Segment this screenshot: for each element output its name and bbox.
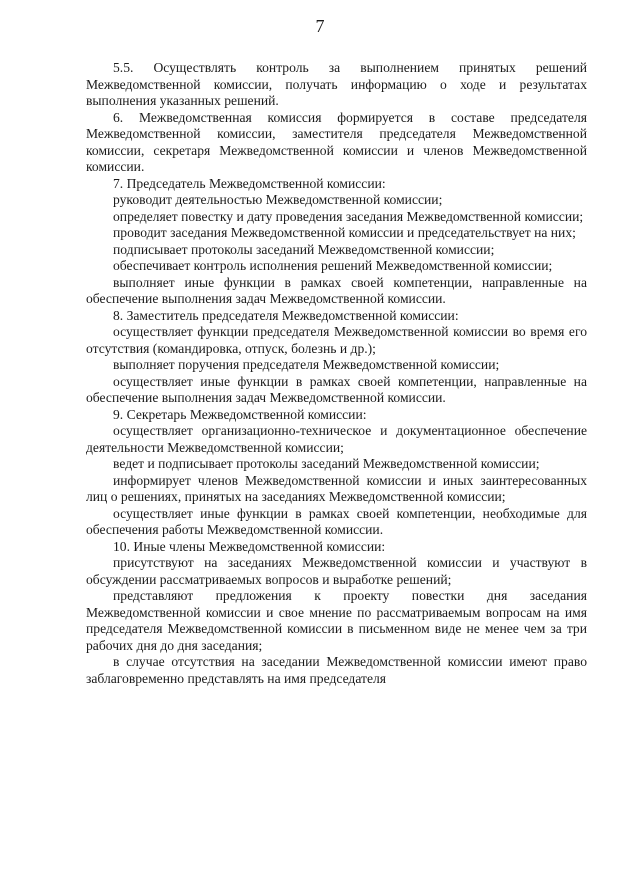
paragraph: 7. Председатель Межведомственной комиссии: bbox=[113, 175, 386, 191]
paragraph: 9. Секретарь Межведомственной комиссии: bbox=[113, 406, 367, 422]
paragraph: присутствуют на заседаниях Межведомственной комиссии и участвуют в обсуждении рассматриваемых вопросов и выработке решений; bbox=[86, 555, 587, 587]
paragraph: 8. Заместитель председателя Межведомственной комиссии: bbox=[113, 307, 459, 323]
paragraph: ведет и подписывает протоколы заседаний Межведомственной комиссии; bbox=[113, 456, 540, 471]
paragraph: подписывает протоколы заседаний Межведомственной комиссии; bbox=[113, 241, 495, 257]
paragraph: обеспечивает контроль исполнения решений Межведомственной комиссии; bbox=[113, 258, 553, 273]
paragraph: 6. Межведомственная комиссия формируется в составе председателя Межведомственной комиссии, заместителя председателя Межведомственной комиссии, секретаря Межведомственной комиссии и членов Межведомственной комиссии. bbox=[86, 109, 587, 174]
paragraph: представляют предложения к проекту повестки дня заседания Межведомственной комиссии и свое мнение по рассматриваемым вопросам на имя председателя Межведомственной комиссии в письменном виде не менее чем за три рабочих дня до дня заседания; bbox=[86, 588, 587, 653]
paragraph: 5.5. Осуществлять контроль за выполнением принятых решений Межведомственной комиссии, получать информацию о ходе и результатах выполнения указанных решений. bbox=[86, 60, 587, 108]
paragraph: осуществляет функции председателя Межведомственной комиссии во время его отсутствия (командировка, отпуск, болезнь и др.); bbox=[86, 324, 587, 356]
document-body bbox=[86, 60, 587, 687]
paragraph: осуществляет иные функции в рамках своей компетенции, направленные на обеспечение выполнения задач Межведомственной комиссии. bbox=[86, 373, 587, 405]
page-number: 7 bbox=[315, 16, 325, 36]
paragraph: информирует членов Межведомственной комиссии и иных заинтересованных лиц о решениях, принятых на заседаниях Межведомственной комиссии; bbox=[86, 472, 587, 504]
paragraph: в случае отсутствия на заседании Межведомственной комиссии имеют право заблаговременно представлять на имя председателя bbox=[86, 654, 587, 686]
paragraph: 10. Иные члены Межведомственной комиссии: bbox=[113, 538, 386, 554]
paragraph: выполняет поручения председателя Межведомственной комиссии; bbox=[113, 357, 500, 372]
paragraph: выполняет иные функции в рамках своей компетенции, направленные на обеспечение выполнения задач Межведомственной комиссии. bbox=[86, 274, 587, 306]
paragraph: определяет повестку и дату проведения заседания Межведомственной комиссии; bbox=[113, 208, 584, 224]
paragraph: проводит заседания Межведомственной комиссии и председательствует на них; bbox=[113, 225, 576, 240]
paragraph: руководит деятельностью Межведомственной комиссии; bbox=[113, 192, 443, 207]
paragraph: осуществляет иные функции в рамках своей компетенции, необходимые для обеспечения работы Межведомственной комиссии. bbox=[86, 505, 587, 537]
paragraph: осуществляет организационно-техническое и документационное обеспечение деятельности Межведомственной комиссии; bbox=[86, 423, 587, 455]
